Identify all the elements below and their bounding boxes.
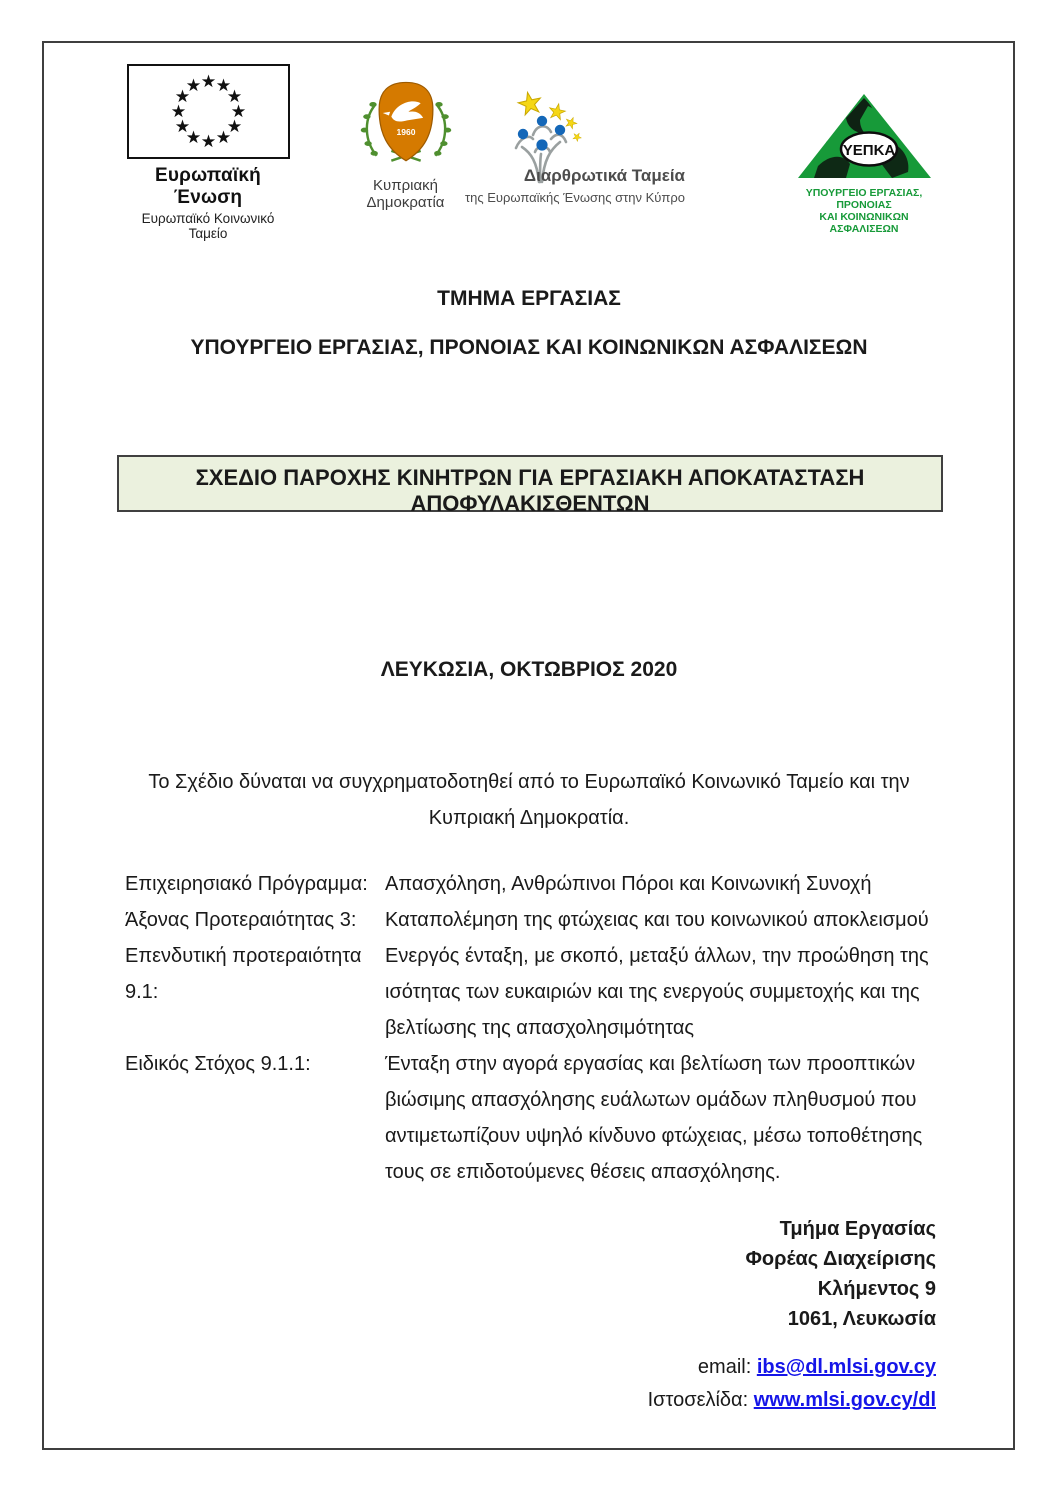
email-line — [486, 1351, 936, 1384]
scheme-title-text: ΣΧΕΔΙΟ ΠΑΡΟΧΗΣ ΚΙΝΗΤΡΩΝ ΓΙΑ ΕΡΓΑΣΙΑΚΗ ΑΠΟΚΑΤΑΣΤΑΣΗ ΑΠΟΦΥΛΑΚΙΣΘΕΝΤΩΝ — [195, 465, 865, 516]
ministry-heading: ΥΠΟΥΡΓΕΙΟ ΕΡΓΑΣΙΑΣ, ΠΡΟΝΟΙΑΣ ΚΑΙ ΚΟΙΝΩΝΙΚΩΝ ΑΣΦΑΛΙΣΕΩΝ — [190, 336, 868, 359]
yepka-ministry-logo — [788, 92, 940, 235]
detail-row-investment-priority — [125, 938, 960, 1046]
email-link[interactable]: ibs@dl.mlsi.gov.cy — [756, 1356, 936, 1378]
detail-label: Επενδυτική προτεραιότητα 9.1: — [125, 945, 362, 1003]
detail-label: Επιχειρησιακό Πρόγραμμα: — [125, 873, 368, 895]
yepka-caption-line1: ΥΠΟΥΡΓΕΙΟ ΕΡΓΑΣΙΑΣ, ΠΡΟΝΟΙΑΣ — [805, 187, 923, 211]
contact-line-managing-body: Φορέας Διαχείρισης — [745, 1248, 936, 1270]
detail-value: Ενεργός ένταξη, με σκοπό, μεταξύ άλλων, την προώθηση της ισότητας των ευκαιριών και της ενεργούς συμμετοχής και της βελτίωσης της απασχολησιμότητας — [385, 945, 929, 1039]
cyprus-shield-year: 1960 — [395, 127, 416, 137]
detail-row-specific-objective — [125, 1046, 960, 1190]
detail-row-priority-axis — [125, 902, 960, 938]
cyprus-republic-logo — [338, 80, 473, 211]
contact-line-street: Κλήμεντος 9 — [817, 1278, 936, 1300]
links-block — [486, 1351, 936, 1417]
eu-flag-icon — [127, 64, 290, 159]
eu-logo-subtitle: Ευρωπαϊκό Κοινωνικό Ταμείο — [141, 211, 275, 241]
programme-details — [125, 866, 960, 1190]
date-line: ΛΕΥΚΩΣΙΑ, ΟΚΤΩΒΡΙΟΣ 2020 — [380, 658, 678, 681]
contact-line-department: Τμήμα Εργασίας — [779, 1218, 936, 1240]
detail-row-operational-programme — [125, 866, 960, 902]
cyprus-coat-of-arms-icon — [356, 80, 456, 168]
structural-funds-logo — [464, 88, 685, 208]
website-link[interactable]: www.mlsi.gov.cy/dl — [753, 1389, 936, 1411]
structural-funds-title: Διαρθρωτικά Ταμεία — [523, 166, 685, 185]
department-heading: ΤΜΗΜΑ ΕΡΓΑΣΙΑΣ — [437, 287, 621, 310]
website-line — [486, 1384, 936, 1417]
email-label: email: — [697, 1356, 757, 1378]
detail-value: Απασχόληση, Ανθρώπινοι Πόροι και Κοινωνική Συνοχή — [385, 873, 872, 895]
contact-block — [536, 1214, 936, 1334]
yepka-triangle-icon — [796, 92, 933, 180]
yepka-caption-line2: ΚΑΙ ΚΟΙΝΩΝΙΚΩΝ ΑΣΦΑΛΙΣΕΩΝ — [819, 211, 909, 235]
detail-label: Ειδικός Στόχος 9.1.1: — [125, 1053, 311, 1075]
contact-line-city: 1061, Λευκωσία — [787, 1308, 936, 1330]
detail-value: Ένταξη στην αγορά εργασίας και βελτίωση των προοπτικών βιώσιμης απασχόλησης ευάλωτων ομάδων πληθυσμού που αντιμετωπίζουν υψηλό κίνδυνο φτώχειας, μέσω τοποθέτησης τους σε επιδοτούμενες θέσεις απασχόλησης. — [385, 1053, 923, 1183]
structural-funds-subtitle: της Ευρωπαϊκής Ένωσης στην Κύπρο — [464, 190, 685, 205]
yepka-acronym: ΥΕΠΚΑ — [842, 142, 895, 159]
detail-value: Καταπολέμηση της φτώχειας και του κοινωνικού αποκλεισμού — [385, 909, 929, 931]
funding-note: Το Σχέδιο δύναται να συγχρηματοδοτηθεί από το Ευρωπαϊκό Κοινωνικό Ταμείο και την Κυπριακή Δημοκρατία. — [148, 771, 910, 829]
website-label: Ιστοσελίδα: — [647, 1389, 754, 1411]
eu-esf-logo — [123, 64, 293, 241]
cyprus-logo-caption: Κυπριακή Δημοκρατία — [366, 177, 445, 211]
eu-logo-title: Ευρωπαϊκή Ένωση — [155, 165, 261, 208]
scheme-title-box — [117, 455, 943, 516]
detail-label: Άξονας Προτεραιότητας 3: — [125, 909, 357, 931]
